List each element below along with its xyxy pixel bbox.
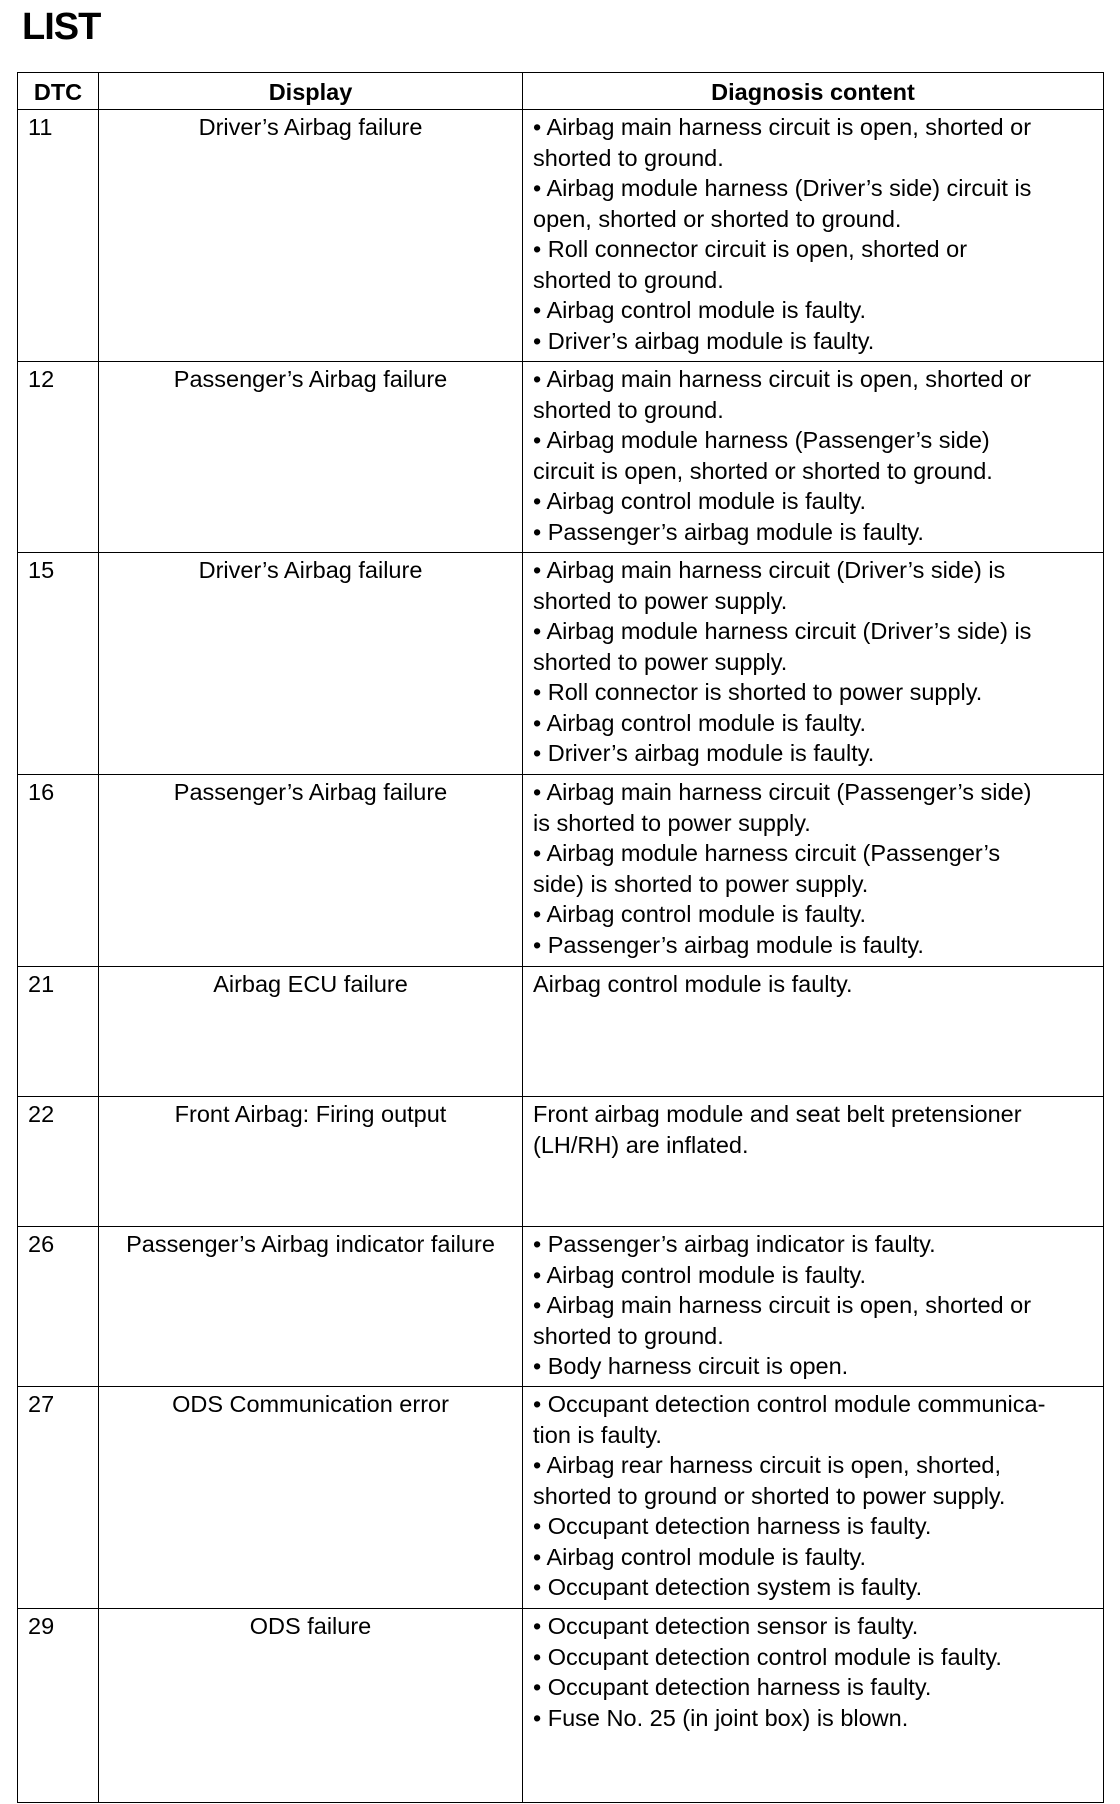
diagnosis-cell [523,1387,1104,1609]
display-cell: Passenger’s Airbag failure [99,362,523,553]
diagnosis-cell [523,1227,1104,1387]
table-row [18,1227,1104,1387]
diagnosis-line: • Roll connector circuit is open, shorted or [533,236,968,262]
dtc-code-cell: 21 [18,967,99,1097]
column-header-display: Display [99,73,523,110]
page-title: LIST [22,6,101,48]
diagnosis-line: Front airbag module and seat belt pretensioner [533,1101,1022,1127]
diagnosis-line: (LH/RH) are inflated. [533,1131,749,1158]
display-cell: Front Airbag: Firing output [99,1097,523,1227]
diagnosis-line: • Airbag rear harness circuit is open, shorted, [533,1452,1002,1478]
diagnosis-line: Airbag control module is faulty. [533,971,853,997]
table-row [18,1609,1104,1803]
diagnosis-line: • Occupant detection harness is faulty. [533,1674,932,1700]
diagnosis-line: • Airbag module harness circuit (Passenger’s [533,840,1001,866]
display-cell: Driver’s Airbag failure [99,110,523,362]
table-row [18,553,1104,775]
diagnosis-line: • Airbag main harness circuit is open, shorted or [533,114,1032,140]
diagnosis-line: • Airbag control module is faulty. [533,488,867,514]
dtc-code-cell: 12 [18,362,99,553]
diagnosis-line: • Fuse No. 25 (in joint box) is blown. [533,1704,909,1731]
diagnosis-line: • Airbag main harness circuit (Driver’s side) is [533,557,1006,583]
diagnosis-line: shorted to ground. [533,266,724,293]
diagnosis-line: • Airbag module harness circuit (Driver’s side) is [533,618,1032,644]
display-cell: ODS failure [99,1609,523,1803]
diagnosis-line: tion is faulty. [533,1421,662,1448]
diagnosis-line: • Airbag module harness (Passenger’s side) [533,427,990,453]
table-row [18,1387,1104,1609]
dtc-code-cell: 11 [18,110,99,362]
diagnosis-line: • Passenger’s airbag module is faulty. [533,518,924,545]
table-row [18,967,1104,1097]
diagnosis-line: shorted to ground. [533,396,724,423]
diagnosis-line: • Driver’s airbag module is faulty. [533,327,875,354]
diagnosis-line: • Occupant detection system is faulty. [533,1574,923,1600]
dtc-code-cell: 26 [18,1227,99,1387]
dtc-code-cell: 27 [18,1387,99,1609]
column-header-dtc: DTC [18,73,99,110]
diagnosis-line: • Airbag main harness circuit is open, shorted or [533,366,1032,392]
table-row [18,110,1104,362]
diagnosis-cell [523,1609,1104,1803]
diagnosis-cell [523,110,1104,362]
dtc-code-cell: 29 [18,1609,99,1803]
diagnosis-line: • Occupant detection control module is faulty. [533,1643,1002,1670]
diagnosis-line: • Driver’s airbag module is faulty. [533,740,875,766]
diagnosis-line: • Airbag control module is faulty. [533,709,867,736]
dtc-list-table [17,72,1104,1803]
display-cell: Driver’s Airbag failure [99,553,523,775]
diagnosis-line: • Airbag control module is faulty. [533,1543,867,1570]
diagnosis-line: circuit is open, shorted or shorted to ground. [533,457,993,484]
table-body [18,110,1104,1803]
table-header-row [18,73,1104,110]
diagnosis-line: shorted to power supply. [533,587,788,614]
diagnosis-line: shorted to ground. [533,144,724,171]
column-header-diagnosis: Diagnosis content [523,73,1104,110]
dtc-code-cell: 22 [18,1097,99,1227]
table-row [18,775,1104,967]
diagnosis-line: • Airbag main harness circuit (Passenger’s side) [533,779,1032,805]
dtc-code-cell: 15 [18,553,99,775]
diagnosis-cell [523,362,1104,553]
diagnosis-line: • Occupant detection sensor is faulty. [533,1613,919,1639]
diagnosis-cell [523,553,1104,775]
table-row [18,362,1104,553]
diagnosis-line: open, shorted or shorted to ground. [533,205,902,232]
display-cell: Passenger’s Airbag failure [99,775,523,967]
display-cell: Passenger’s Airbag indicator failure [99,1227,523,1387]
diagnosis-line: • Occupant detection control module communica- [533,1391,1046,1417]
diagnosis-line: • Occupant detection harness is faulty. [533,1513,932,1539]
diagnosis-line: • Passenger’s airbag module is faulty. [533,931,924,958]
diagnosis-line: • Airbag control module is faulty. [533,901,867,927]
diagnosis-line: • Airbag main harness circuit is open, shorted or [533,1292,1032,1318]
diagnosis-cell [523,1097,1104,1227]
diagnosis-line: • Roll connector is shorted to power supply. [533,679,983,705]
diagnosis-line: shorted to ground. [533,1322,724,1349]
diagnosis-line: • Body harness circuit is open. [533,1353,849,1379]
display-cell: Airbag ECU failure [99,967,523,1097]
table-row [18,1097,1104,1227]
diagnosis-line: • Airbag module harness (Driver’s side) circuit is [533,175,1032,201]
diagnosis-line: is shorted to power supply. [533,809,811,836]
diagnosis-line: shorted to ground or shorted to power supply. [533,1482,1006,1509]
dtc-code-cell: 16 [18,775,99,967]
diagnosis-line: • Airbag control module is faulty. [533,1261,867,1288]
diagnosis-line: • Passenger’s airbag indicator is faulty. [533,1231,936,1257]
display-cell: ODS Communication error [99,1387,523,1609]
diagnosis-line: • Airbag control module is faulty. [533,297,867,323]
diagnosis-line: shorted to power supply. [533,648,788,675]
diagnosis-cell [523,775,1104,967]
diagnosis-cell [523,967,1104,1097]
diagnosis-line: side) is shorted to power supply. [533,870,869,897]
